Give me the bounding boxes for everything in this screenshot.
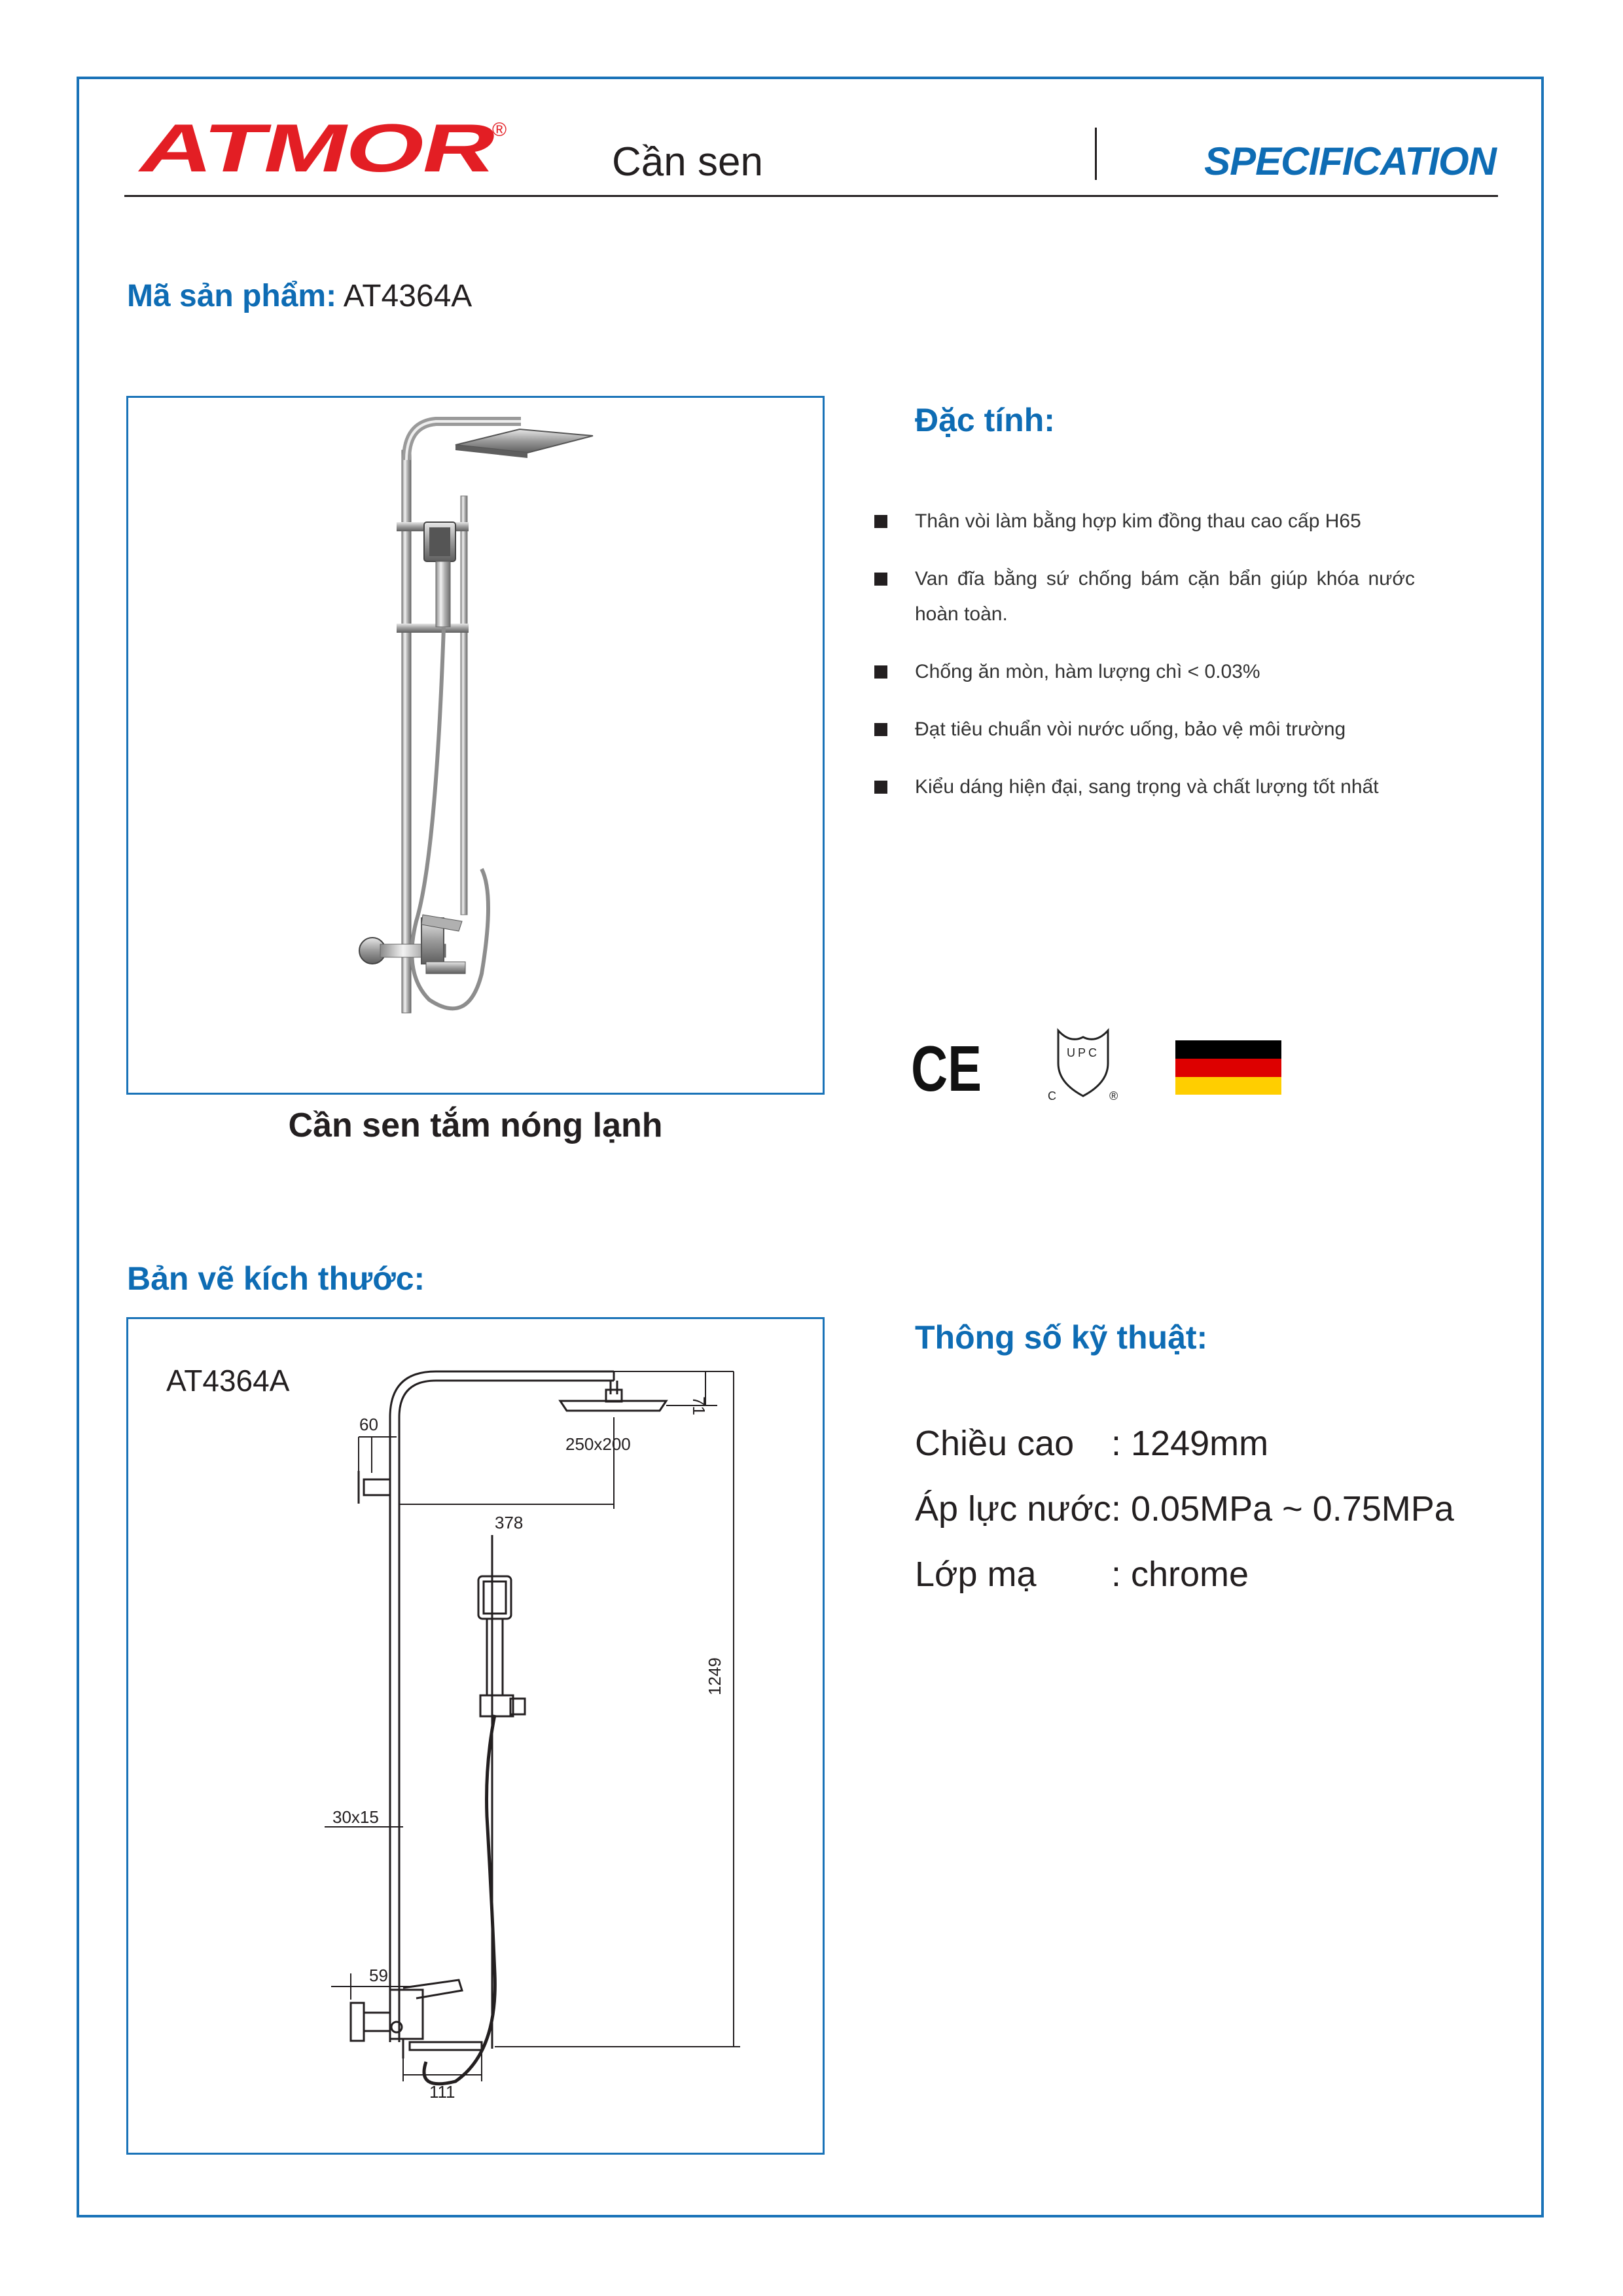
spec-row-height: Chiều cao : 1249mm bbox=[915, 1424, 1269, 1463]
header-rule bbox=[124, 195, 1498, 197]
product-image-box bbox=[126, 396, 825, 1095]
dim-59: 59 bbox=[369, 1966, 388, 1985]
dim-30x15: 30x15 bbox=[332, 1807, 379, 1827]
product-code-value: AT4364A bbox=[343, 279, 473, 313]
svg-text:C: C bbox=[1048, 1089, 1056, 1103]
dim-71: 71 bbox=[689, 1396, 709, 1415]
drawing-model: AT4364A bbox=[166, 1364, 290, 1398]
features-title: Đặc tính: bbox=[915, 402, 1055, 438]
dim-111: 111 bbox=[429, 2082, 455, 2102]
bullet-icon bbox=[874, 723, 887, 736]
list-item: Đạt tiêu chuẩn vòi nước uống, bảo vệ môi trường bbox=[872, 712, 1415, 747]
dim-1249: 1249 bbox=[705, 1657, 724, 1695]
ce-mark-icon bbox=[911, 1033, 983, 1104]
list-item: Van đĩa bằng sứ chống bám cặn bẩn giúp khóa nước hoàn toàn. bbox=[872, 561, 1415, 632]
bullet-icon bbox=[874, 781, 887, 794]
spec-row-finish: Lớp mạ : chrome bbox=[915, 1555, 1249, 1594]
product-code bbox=[127, 278, 472, 314]
specification-label: SPECIFICATION bbox=[1204, 139, 1496, 183]
spec-row-pressure: Áp lực nước: 0.05MPa ~ 0.75MPa bbox=[915, 1489, 1454, 1528]
list-item: Kiểu dáng hiện đại, sang trọng và chất lượng tốt nhất bbox=[872, 769, 1415, 805]
dim-378: 378 bbox=[495, 1513, 524, 1532]
list-item: Thân vòi làm bằng hợp kim đồng thau cao cấp H65 bbox=[872, 504, 1415, 539]
shower-product-image bbox=[128, 398, 823, 1093]
logo-text: ATMOR bbox=[132, 110, 389, 186]
features-list bbox=[872, 504, 1415, 827]
germany-flag-icon bbox=[1175, 1040, 1281, 1095]
dim-60: 60 bbox=[359, 1415, 378, 1434]
product-code-label: Mã sản phẩm: bbox=[127, 279, 337, 313]
dimension-drawing-box bbox=[126, 1317, 825, 2155]
list-item: Chống ăn mòn, hàm lượng chì < 0.03% bbox=[872, 654, 1415, 690]
specs-title: Thông số kỹ thuật: bbox=[915, 1319, 1208, 1356]
dimension-title: Bản vẽ kích thước: bbox=[127, 1260, 425, 1297]
svg-text:UPC: UPC bbox=[1066, 1046, 1100, 1059]
atmor-logo bbox=[124, 111, 530, 190]
bullet-icon bbox=[874, 573, 887, 586]
dim-250x200: 250x200 bbox=[565, 1434, 631, 1454]
product-caption: Cần sen tắm nóng lạnh bbox=[288, 1106, 663, 1144]
header-divider bbox=[1095, 128, 1097, 180]
bullet-icon bbox=[874, 515, 887, 528]
svg-text:CE: CE bbox=[911, 1033, 982, 1104]
technical-drawing bbox=[128, 1319, 823, 2153]
upc-mark-icon bbox=[1044, 1024, 1122, 1103]
svg-text:®: ® bbox=[1109, 1089, 1118, 1103]
registered-mark: ® bbox=[492, 119, 507, 141]
page-title: Cần sen bbox=[612, 139, 763, 185]
bullet-icon bbox=[874, 665, 887, 679]
